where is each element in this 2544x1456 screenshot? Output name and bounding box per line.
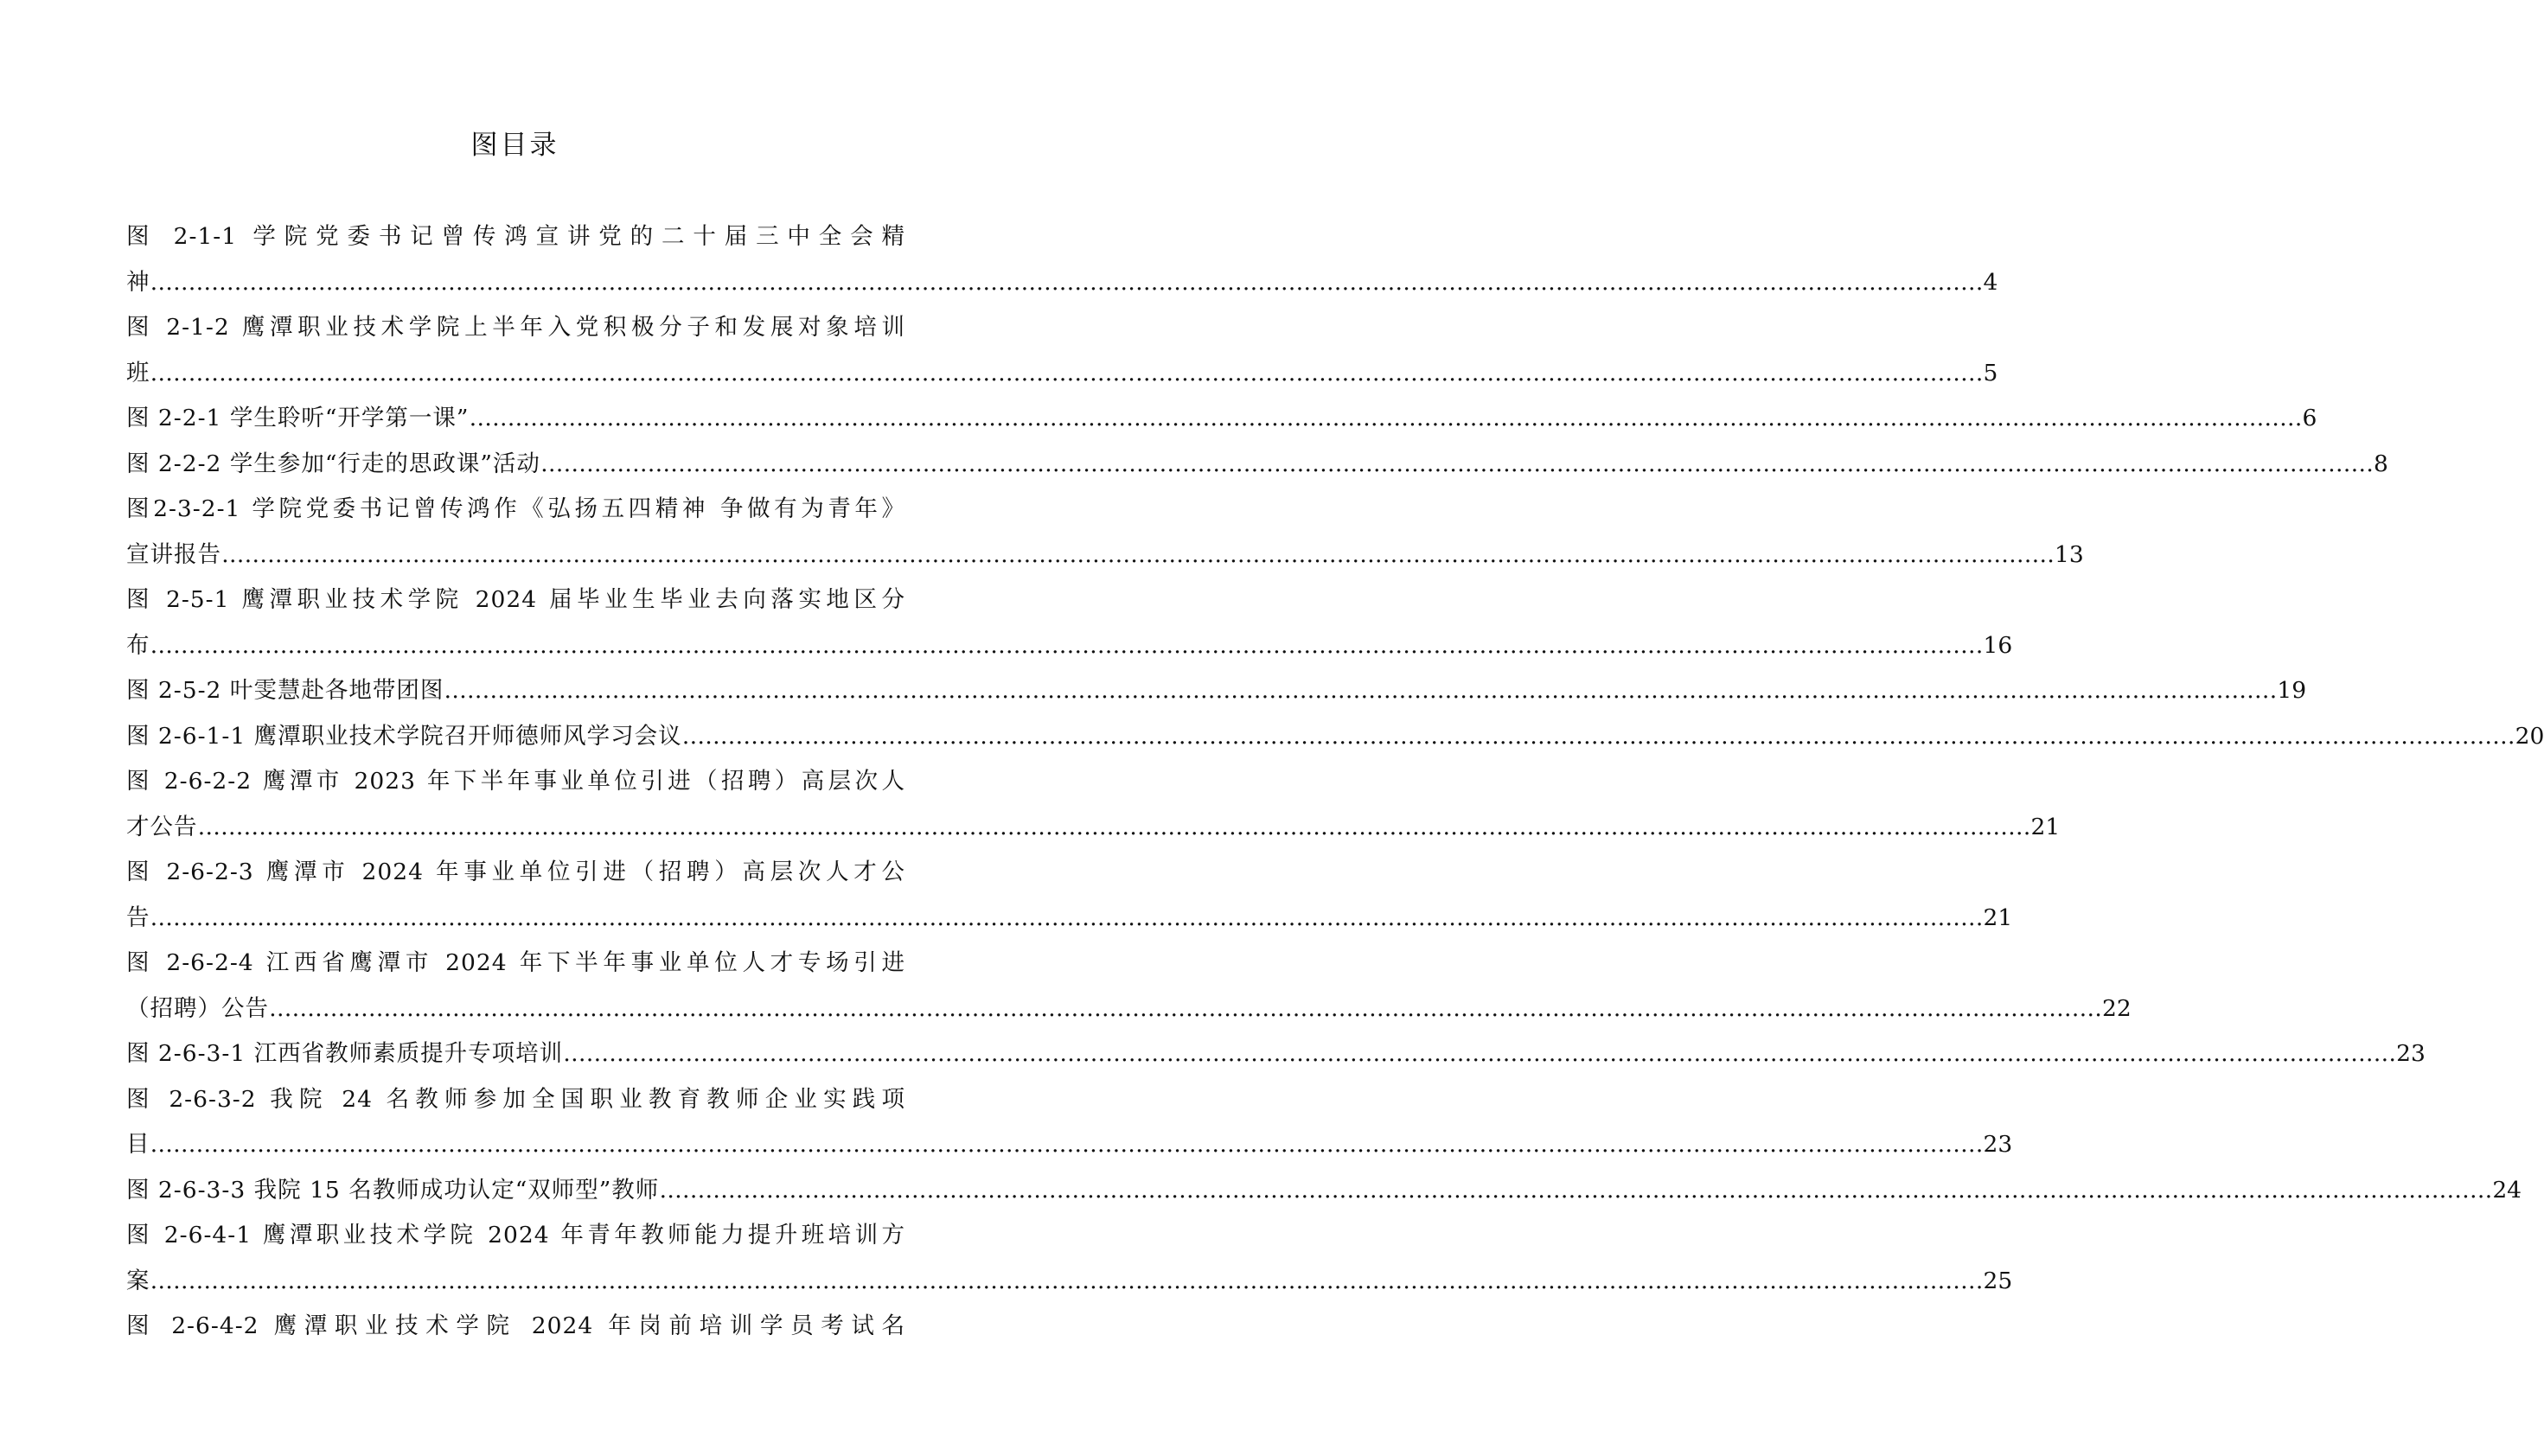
page-number: 16 — [1983, 631, 2013, 659]
entry-caption-cont: 目 — [126, 1131, 150, 1158]
entry-caption-cont: 宣讲报告 — [126, 540, 221, 568]
entry-caption-cont: 神 — [126, 268, 150, 296]
leader-dots: …………………………………………………………………………………………………………………………………………………………………………………………………………………… — [444, 677, 2278, 704]
figure-list — [126, 214, 2544, 1350]
entry-caption: 图 2-6-4-1 鹰潭职业技术学院 2024 年青年教师能力提升班培训方 — [126, 1222, 905, 1248]
page-number: 23 — [1983, 1131, 2013, 1158]
toc-entry[interactable] — [126, 305, 1998, 396]
leader-dots: …………………………………………………………………………………………………………………………………………………………………………………………………………………… — [150, 631, 1984, 659]
entry-caption-cont: 布 — [126, 631, 150, 659]
entry-caption-cont: 告 — [126, 904, 150, 931]
leader-dots: …………………………………………………………………………………………………………………………………………………………………………………………………………………… — [681, 722, 2515, 750]
entry-caption-cont: 才公告 — [126, 813, 198, 840]
leader-dots: …………………………………………………………………………………………………………………………………………………………………………………………………………………… — [469, 405, 2303, 431]
entry-caption-cont: 案 — [126, 1267, 150, 1294]
entry-caption: 图 2-6-2-4 江西省鹰潭市 2024 年下半年事业单位人才专场引进 — [126, 949, 905, 976]
entry-caption: 图2-3-2-1 学院党委书记曾传鸿作《弘扬五四精神 争做有为青年》 — [126, 495, 905, 522]
toc-entry[interactable] — [126, 759, 2061, 850]
toc-entry[interactable] — [126, 442, 2388, 488]
page-number: 20 — [2515, 722, 2544, 750]
page-number: 22 — [2102, 994, 2132, 1022]
toc-entry[interactable] — [126, 214, 1998, 305]
leader-dots: …………………………………………………………………………………………………………………………………………………………………………………………………………………… — [150, 1267, 1984, 1294]
toc-entry[interactable] — [126, 714, 2544, 760]
leader-dots: …………………………………………………………………………………………………………………………………………………………………………………………………………………… — [659, 1176, 2493, 1204]
entry-caption: 图 2-5-1 鹰潭职业技术学院 2024 届毕业生毕业去向落实地区分 — [126, 586, 905, 613]
page-number: 23 — [2396, 1040, 2426, 1067]
toc-entry[interactable] — [126, 1213, 2013, 1304]
toc-entry[interactable] — [126, 668, 2307, 714]
toc-entry[interactable] — [126, 396, 2317, 442]
page-number: 19 — [2277, 677, 2307, 704]
entry-caption: 图 2-6-4-2 鹰潭职业技术学院 2024 年岗前培训学员考试名 — [126, 1312, 905, 1339]
entry-caption: 图 2-2-2 学生参加“行走的思政课”活动 — [126, 450, 540, 477]
toc-entry[interactable] — [126, 850, 2013, 941]
entry-caption: 图 2-1-2 鹰潭职业技术学院上半年入党积极分子和发展对象培训 — [126, 314, 905, 341]
entry-caption: 图 2-6-3-3 我院 15 名教师成功认定“双师型”教师 — [126, 1176, 660, 1204]
page-number: 4 — [1983, 268, 1998, 296]
leader-dots: …………………………………………………………………………………………………………………………………………………………………………………………………………………… — [150, 268, 1984, 296]
leader-dots: …………………………………………………………………………………………………………………………………………………………………………………………………………………… — [540, 450, 2374, 477]
leader-dots: …………………………………………………………………………………………………………………………………………………………………………………………………………………… — [150, 1131, 1984, 1158]
leader-dots: …………………………………………………………………………………………………………………………………………………………………………………………………………………… — [221, 540, 2055, 568]
leader-dots: …………………………………………………………………………………………………………………………………………………………………………………………………………………… — [197, 813, 2031, 840]
page-number: 21 — [1983, 904, 2013, 931]
toc-entry[interactable] — [126, 578, 2013, 668]
entry-caption: 图 2-6-1-1 鹰潭职业技术学院召开师德师风学习会议 — [126, 722, 682, 750]
leader-dots: …………………………………………………………………………………………………………………………………………………………………………………………………………………… — [269, 994, 2102, 1022]
page-number: 5 — [1983, 359, 1998, 386]
toc-entry[interactable] — [126, 1031, 2426, 1077]
entry-caption-cont: 班 — [126, 359, 150, 386]
leader-dots: …………………………………………………………………………………………………………………………………………………………………………………………………………………… — [150, 359, 1984, 386]
page-number: 25 — [1983, 1267, 2013, 1294]
entry-caption: 图 2-2-1 学生聆听“开学第一课” — [126, 405, 470, 431]
page-number: 8 — [2373, 450, 2388, 477]
entry-caption: 图 2-6-2-3 鹰潭市 2024 年事业单位引进（招聘）高层次人才公 — [126, 859, 905, 885]
entry-caption: 图 2-6-2-2 鹰潭市 2023 年下半年事业单位引进（招聘）高层次人 — [126, 768, 905, 795]
page-title: 图目录 — [470, 130, 559, 161]
page-number: 13 — [2055, 540, 2084, 568]
page-number: 21 — [2030, 813, 2061, 840]
entry-caption-cont: （招聘）公告 — [126, 994, 269, 1022]
page-number: 6 — [2302, 405, 2317, 431]
entry-caption: 图 2-5-2 叶雯慧赴各地带团图 — [126, 677, 444, 704]
toc-entry[interactable] — [126, 1304, 905, 1350]
toc-entry[interactable] — [126, 941, 2132, 1031]
leader-dots: …………………………………………………………………………………………………………………………………………………………………………………………………………………… — [150, 904, 1984, 931]
entry-caption: 图 2-6-3-2 我院 24 名教师参加全国职业教育教师企业实践项 — [126, 1085, 905, 1113]
entry-caption: 图 2-1-1 学院党委书记曾传鸿宣讲党的二十届三中全会精 — [126, 223, 905, 250]
leader-dots: …………………………………………………………………………………………………………………………………………………………………………………………………………………… — [563, 1040, 2397, 1067]
toc-entry[interactable] — [126, 1168, 2522, 1214]
toc-entry[interactable] — [126, 487, 2084, 578]
page-number: 24 — [2492, 1176, 2522, 1204]
entry-caption: 图 2-6-3-1 江西省教师素质提升专项培训 — [126, 1040, 564, 1067]
toc-entry[interactable] — [126, 1077, 2013, 1168]
